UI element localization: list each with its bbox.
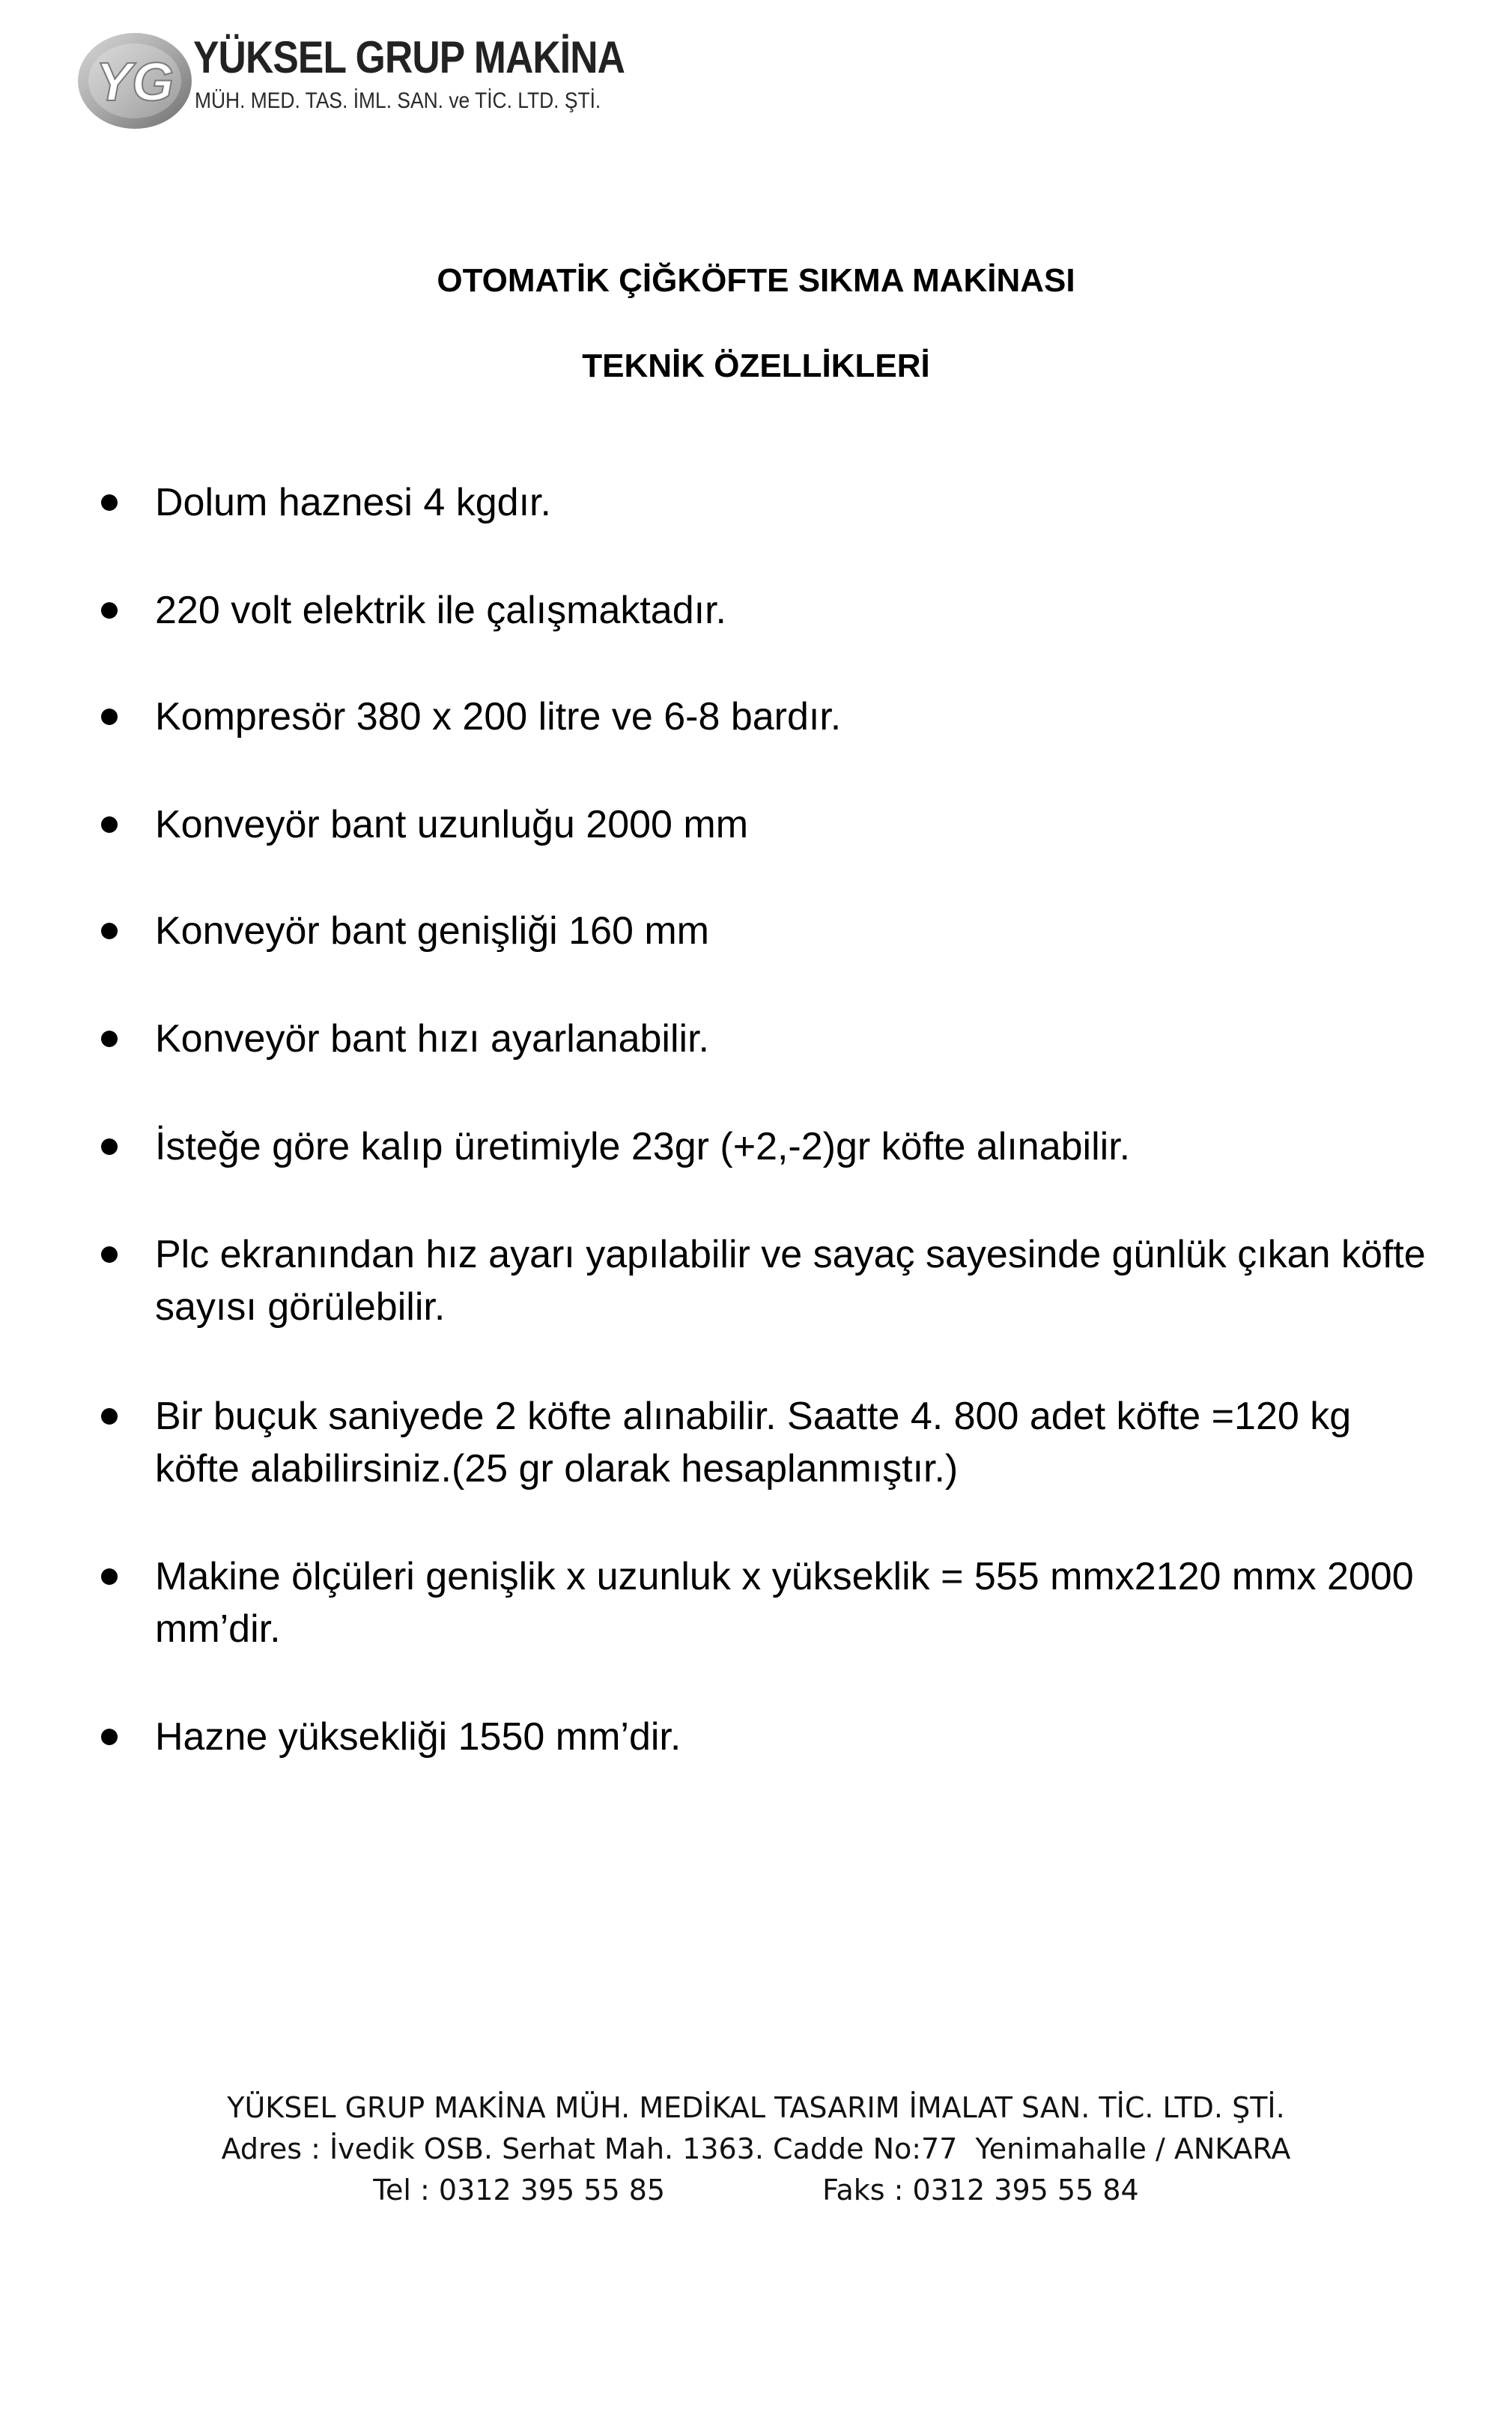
- feature-text: İsteğe göre kalıp üretimiyle 23gr (+2,-2)gr köfte alınabilir.: [155, 1125, 1131, 1168]
- bullet-icon: [101, 1138, 118, 1155]
- bullet-icon: [101, 1568, 118, 1585]
- feature-text: Plc ekranından hız ayarı yapılabilir ve sayaç sayesinde günlük çıkan köfte sayısı görülebilir.: [155, 1233, 1426, 1329]
- feature-text: Dolum haznesi 4 kgdır.: [155, 481, 551, 524]
- document-title: OTOMATİK ÇİĞKÖFTE SIKMA MAKİNASI: [437, 262, 1075, 299]
- bullet-icon: [101, 602, 118, 619]
- feature-text: 220 volt elektrik ile çalışmaktadır.: [155, 589, 726, 632]
- footer-fax: Faks : 0312 395 55 84: [822, 2174, 1139, 2207]
- bullet-icon: [101, 816, 118, 833]
- feature-text: Bir buçuk saniyede 2 köfte alınabilir. Saatte 4. 800 adet köfte =120 kg köfte alabilirsiniz.(25 gr olarak hesaplanmıştır.): [155, 1395, 1352, 1490]
- footer-tel: Tel : 0312 395 55 85: [373, 2174, 666, 2207]
- bullet-icon: [101, 709, 118, 725]
- footer-contact: [0, 2174, 1512, 2207]
- feature-text: Makine ölçüleri genişlik x uzunluk x yükseklik = 555 mmx2120 mmx 2000 mm’dir.: [155, 1555, 1414, 1651]
- document-subtitle: TEKNİK ÖZELLİKLERİ: [582, 348, 930, 384]
- feature-text: Konveyör bant genişliği 160 mm: [155, 909, 709, 953]
- logo-mark-text: YG: [95, 52, 174, 112]
- footer-address: Adres : İvedik OSB. Serhat Mah. 1363. Cadde No:77 Yenimahalle / ANKARA: [221, 2132, 1291, 2165]
- bullet-icon: [101, 494, 118, 511]
- bullet-icon: [101, 1246, 118, 1263]
- feature-text: Konveyör bant uzunluğu 2000 mm: [155, 803, 749, 846]
- feature-text: Hazne yüksekliği 1550 mm’dir.: [155, 1715, 681, 1759]
- footer-company: YÜKSEL GRUP MAKİNA MÜH. MEDİKAL TASARIM İMALAT SAN. TİC. LTD. ŞTİ.: [227, 2091, 1285, 2124]
- bullet-icon: [101, 1031, 118, 1047]
- bullet-icon: [101, 923, 118, 939]
- company-logo: [75, 24, 625, 136]
- company-subtitle: MÜH. MED. TAS. İML. SAN. ve TİC. LTD. ŞTİ.: [195, 88, 601, 113]
- bullet-icon: [101, 1408, 118, 1425]
- bullet-icon: [101, 1729, 118, 1745]
- company-name: YÜKSEL GRUP MAKİNA: [193, 32, 625, 82]
- logo-emblem-icon: [75, 27, 195, 132]
- feature-text: Konveyör bant hızı ayarlanabilir.: [155, 1017, 709, 1061]
- feature-text: Kompresör 380 x 200 litre ve 6-8 bardır.: [155, 695, 842, 739]
